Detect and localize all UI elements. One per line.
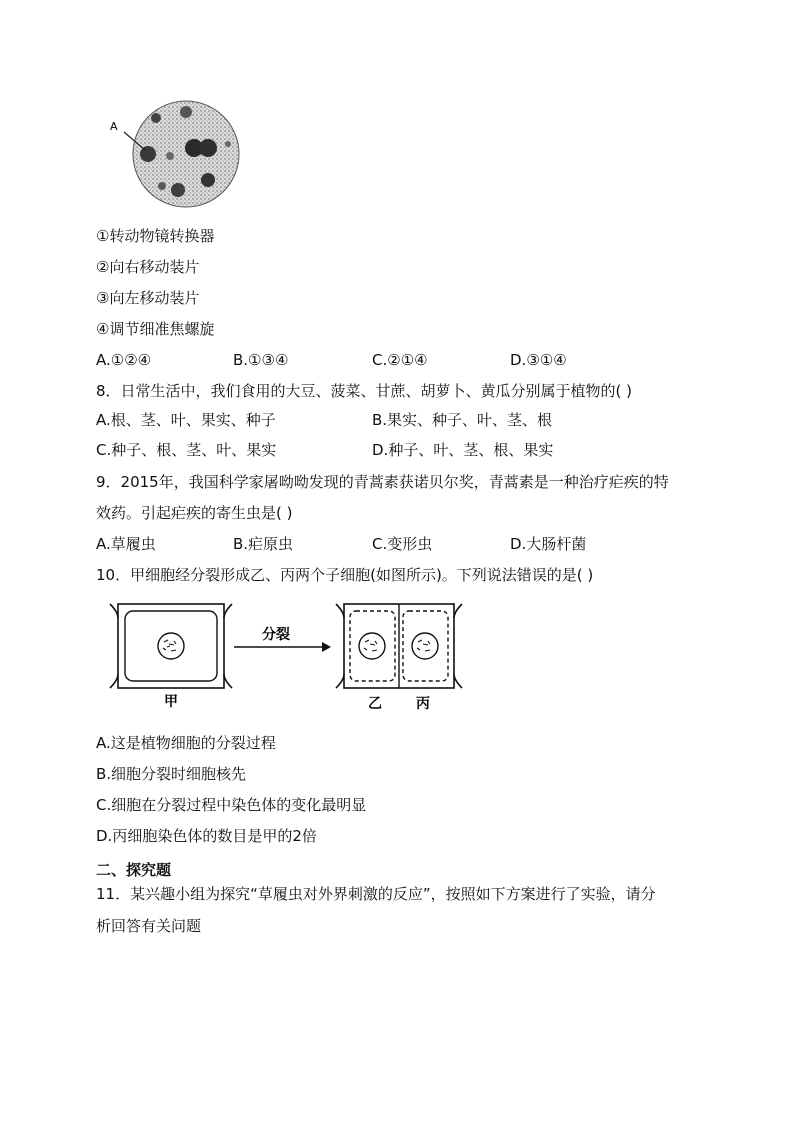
q7-step-3: ③向左移动装片 [96, 289, 200, 307]
section-heading: 二、探究题 [96, 861, 172, 879]
q7-step-1: ①转动物镜转换器 [96, 227, 215, 245]
q10-option-a[interactable]: A.这是植物细胞的分裂过程 [96, 734, 276, 752]
q10-stem: 10．甲细胞经分裂形成乙、丙两个子细胞(如图所示)。下列说法错误的是( ) [96, 566, 594, 584]
label-a: A [110, 120, 118, 133]
q7-option-a[interactable]: A.①②④ [96, 351, 152, 369]
q9-option-a[interactable]: A.草履虫 [96, 535, 156, 553]
q9-stem-line-1: 9．2015年，我国科学家屠呦呦发现的青蒿素获诺贝尔奖，青蒿素是一种治疗疟疾的特 [96, 473, 669, 491]
q8-option-d[interactable]: D.种子、叶、茎、根、果实 [372, 441, 554, 459]
q9-stem-line-2: 效药。引起疟疾的寄生虫是( ) [96, 504, 293, 522]
q10-option-d[interactable]: D.丙细胞染色体的数目是甲的2倍 [96, 827, 317, 845]
q8-option-a[interactable]: A.根、茎、叶、果实、种子 [96, 411, 276, 429]
q7-step-2: ②向右移动装片 [96, 258, 200, 276]
q7-option-c[interactable]: C.②①④ [372, 351, 428, 369]
label-jia: 甲 [164, 694, 178, 710]
parent-cell-jia [110, 604, 232, 688]
cell-division-diagram [100, 596, 470, 716]
q7-option-d[interactable]: D.③①④ [510, 351, 567, 369]
q8-stem: 8．日常生活中，我们食用的大豆、菠菜、甘蔗、胡萝卜、黄瓜分别属于植物的( ) [96, 382, 633, 400]
q10-option-c[interactable]: C.细胞在分裂过程中染色体的变化最明显 [96, 796, 367, 814]
q11-stem-line-1: 11．某兴趣小组为探究“草履虫对外界刺激的反应”，按照如下方案进行了实验，请分 [96, 885, 656, 903]
q8-option-c[interactable]: C.种子、根、茎、叶、果实 [96, 441, 277, 459]
q9-option-b[interactable]: B.疟原虫 [233, 535, 294, 553]
q8-option-b[interactable]: B.果实、种子、叶、茎、根 [372, 411, 553, 429]
q10-option-b[interactable]: B.细胞分裂时细胞核先 [96, 765, 247, 783]
q11-stem-line-2: 析回答有关问题 [96, 917, 202, 935]
q9-option-c[interactable]: C.变形虫 [372, 535, 433, 553]
daughter-cells [336, 604, 462, 688]
microscope-view-figure [100, 98, 250, 210]
q7-step-4: ④调节细准焦螺旋 [96, 320, 215, 338]
arrow-head [322, 642, 331, 652]
label-yi: 乙 [368, 696, 382, 712]
q7-option-b[interactable]: B.①③④ [233, 351, 289, 369]
arrow-label: 分裂 [262, 627, 290, 643]
label-bing: 丙 [416, 696, 430, 712]
q9-option-d[interactable]: D.大肠杆菌 [510, 535, 587, 553]
